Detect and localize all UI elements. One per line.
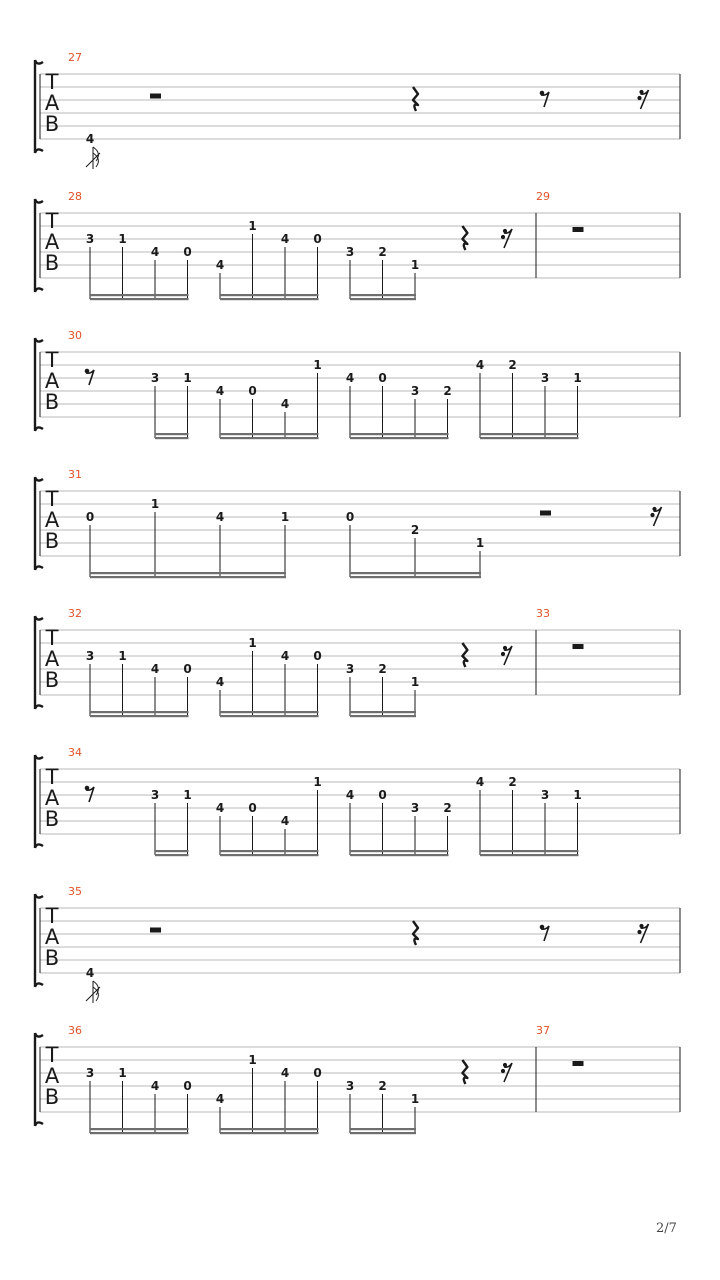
beam (220, 715, 319, 717)
beam (220, 298, 319, 300)
fret-number: 3 (85, 649, 95, 663)
beam (480, 854, 579, 856)
fret-number: 0 (313, 1066, 322, 1080)
beam (350, 298, 416, 300)
fret-number: 1 (118, 232, 127, 246)
fret-number: 4 (475, 775, 485, 789)
fret-number: 0 (378, 788, 387, 802)
beam (220, 1132, 319, 1134)
quarter-rest (462, 1060, 467, 1084)
tab-clef-letter: T (45, 1043, 59, 1067)
tab-clef-letter: T (45, 765, 59, 789)
quarter-rest (413, 921, 418, 945)
fret-number: 1 (183, 788, 192, 802)
fret-number: 3 (150, 371, 160, 385)
fret-number: 3 (540, 371, 550, 385)
beam (350, 437, 449, 439)
half-rest (150, 928, 161, 933)
fret-number: 4 (150, 245, 160, 259)
quarter-rest (413, 87, 418, 111)
fret-number: 1 (313, 358, 322, 372)
half-rest (540, 511, 551, 516)
fret-number: 1 (410, 675, 420, 689)
measure-number: 30 (68, 329, 82, 342)
fret-number: 1 (150, 497, 160, 511)
page-number: 2/7 (656, 1221, 677, 1236)
sixteenth-rest-dot (637, 930, 641, 934)
tab-clef-letter: B (44, 668, 60, 692)
fret-number: 2 (508, 358, 517, 372)
fret-number: 3 (410, 384, 420, 398)
beam (480, 437, 579, 439)
tab-clef-letter: B (44, 529, 60, 553)
fret-number: 4 (85, 132, 95, 146)
fret-number: 4 (280, 397, 290, 411)
beam (350, 576, 481, 578)
tab-clef-letter: A (44, 369, 60, 393)
fret-number: 0 (248, 384, 257, 398)
whole-rest (573, 1061, 584, 1066)
measure-number: 36 (68, 1024, 82, 1037)
fret-number: 1 (280, 510, 290, 524)
beam (350, 854, 449, 856)
beam (90, 576, 286, 578)
beam (90, 715, 189, 717)
tab-system (35, 607, 680, 717)
beam (90, 294, 189, 296)
beam (90, 1132, 189, 1134)
beam (350, 433, 449, 435)
tab-clef-letter: T (45, 626, 59, 650)
fret-number: 2 (443, 384, 452, 398)
whole-rest (573, 644, 584, 649)
fret-number: 4 (85, 966, 95, 980)
fret-number: 4 (215, 384, 225, 398)
whole-rest (573, 227, 584, 232)
tab-clef-letter: T (45, 348, 59, 372)
tab-clef-letter: T (45, 487, 59, 511)
beam (350, 1128, 416, 1130)
fret-number: 3 (540, 788, 550, 802)
fret-number: 3 (85, 1066, 95, 1080)
tab-clef-letter: B (44, 807, 60, 831)
measure-number: 28 (68, 190, 82, 203)
fret-number: 1 (248, 636, 257, 650)
beam (350, 711, 416, 713)
measure-number: 37 (536, 1024, 550, 1037)
fret-number: 1 (313, 775, 322, 789)
fret-number: 0 (183, 1079, 192, 1093)
measure-number: 32 (68, 607, 82, 620)
measure-number: 33 (536, 607, 550, 620)
tab-clef-letter: B (44, 946, 60, 970)
tab-clef-letter: A (44, 508, 60, 532)
fret-number: 3 (410, 801, 420, 815)
beam (350, 294, 416, 296)
beam (220, 433, 319, 435)
fret-number: 2 (378, 1079, 387, 1093)
tab-system (35, 746, 680, 856)
fret-number: 4 (280, 649, 290, 663)
beam (220, 1128, 319, 1130)
fret-number: 4 (150, 1079, 160, 1093)
beam (155, 437, 189, 439)
half-rest (150, 94, 161, 99)
fret-number: 1 (118, 649, 127, 663)
sixteenth-rest-dot (501, 235, 505, 239)
fret-number: 4 (475, 358, 485, 372)
tab-clef-letter: B (44, 1085, 60, 1109)
measure-number: 31 (68, 468, 82, 481)
fret-number: 4 (215, 801, 225, 815)
grace-note-stem (86, 981, 100, 1003)
fret-number: 2 (378, 662, 387, 676)
fret-number: 0 (313, 232, 322, 246)
tab-system (35, 190, 680, 300)
fret-number: 1 (248, 219, 257, 233)
tab-clef-letter: A (44, 647, 60, 671)
tab-system (35, 885, 680, 1003)
measure-number: 34 (68, 746, 82, 759)
beam (220, 854, 319, 856)
fret-number: 0 (345, 510, 355, 524)
sixteenth-rest-dot (501, 652, 505, 656)
fret-number: 0 (248, 801, 257, 815)
tab-clef-letter: T (45, 70, 59, 94)
tab-clef-letter: A (44, 1064, 60, 1088)
fret-number: 3 (345, 1079, 355, 1093)
tab-clef-letter: B (44, 390, 60, 414)
fret-number: 2 (378, 245, 387, 259)
beam (480, 850, 579, 852)
beam (350, 715, 416, 717)
fret-number: 4 (150, 662, 160, 676)
beam (350, 1132, 416, 1134)
fret-number: 3 (345, 245, 355, 259)
quarter-rest (462, 643, 467, 667)
fret-number: 1 (573, 371, 582, 385)
tab-clef-letter: T (45, 904, 59, 928)
tab-clef-letter: T (45, 209, 59, 233)
tab-system (35, 51, 680, 169)
tab-clef-letter: A (44, 925, 60, 949)
measure-number: 29 (536, 190, 550, 203)
fret-number: 4 (280, 232, 290, 246)
fret-number: 1 (410, 258, 420, 272)
beam (90, 572, 286, 574)
fret-number: 1 (118, 1066, 127, 1080)
fret-number: 0 (85, 510, 95, 524)
tab-clef-letter: A (44, 91, 60, 115)
fret-number: 4 (215, 675, 225, 689)
fret-number: 4 (215, 510, 225, 524)
beam (90, 711, 189, 713)
fret-number: 3 (150, 788, 160, 802)
tab-clef-letter: A (44, 230, 60, 254)
beam (155, 433, 189, 435)
tab-system (35, 329, 680, 439)
sixteenth-rest-dot (650, 513, 654, 517)
fret-number: 1 (573, 788, 582, 802)
fret-number: 4 (280, 814, 290, 828)
beam (220, 850, 319, 852)
tab-clef-letter: B (44, 112, 60, 136)
tab-system (35, 1024, 680, 1134)
sixteenth-rest-dot (501, 1069, 505, 1073)
beam (350, 850, 449, 852)
fret-number: 1 (410, 1092, 420, 1106)
beam (90, 298, 189, 300)
fret-number: 0 (313, 649, 322, 663)
fret-number: 4 (345, 371, 355, 385)
fret-number: 3 (345, 662, 355, 676)
beam (220, 711, 319, 713)
fret-number: 3 (85, 232, 95, 246)
measure-number: 27 (68, 51, 82, 64)
fret-number: 2 (508, 775, 517, 789)
fret-number: 4 (345, 788, 355, 802)
tab-system (35, 468, 680, 578)
grace-note-stem (86, 147, 100, 169)
fret-number: 2 (410, 523, 420, 537)
beam (155, 854, 189, 856)
fret-number: 0 (378, 371, 387, 385)
quarter-rest (462, 226, 467, 250)
fret-number: 1 (475, 536, 485, 550)
beam (350, 572, 481, 574)
fret-number: 4 (280, 1066, 290, 1080)
fret-number: 0 (183, 245, 192, 259)
fret-number: 0 (183, 662, 192, 676)
beam (220, 294, 319, 296)
fret-number: 4 (215, 1092, 225, 1106)
fret-number: 4 (215, 258, 225, 272)
measure-number: 35 (68, 885, 82, 898)
beam (90, 1128, 189, 1130)
fret-number: 1 (183, 371, 192, 385)
beam (155, 850, 189, 852)
fret-number: 2 (443, 801, 452, 815)
tab-clef-letter: B (44, 251, 60, 275)
fret-number: 1 (248, 1053, 257, 1067)
sixteenth-rest-dot (637, 96, 641, 100)
tab-clef-letter: A (44, 786, 60, 810)
beam (220, 437, 319, 439)
beam (480, 433, 579, 435)
